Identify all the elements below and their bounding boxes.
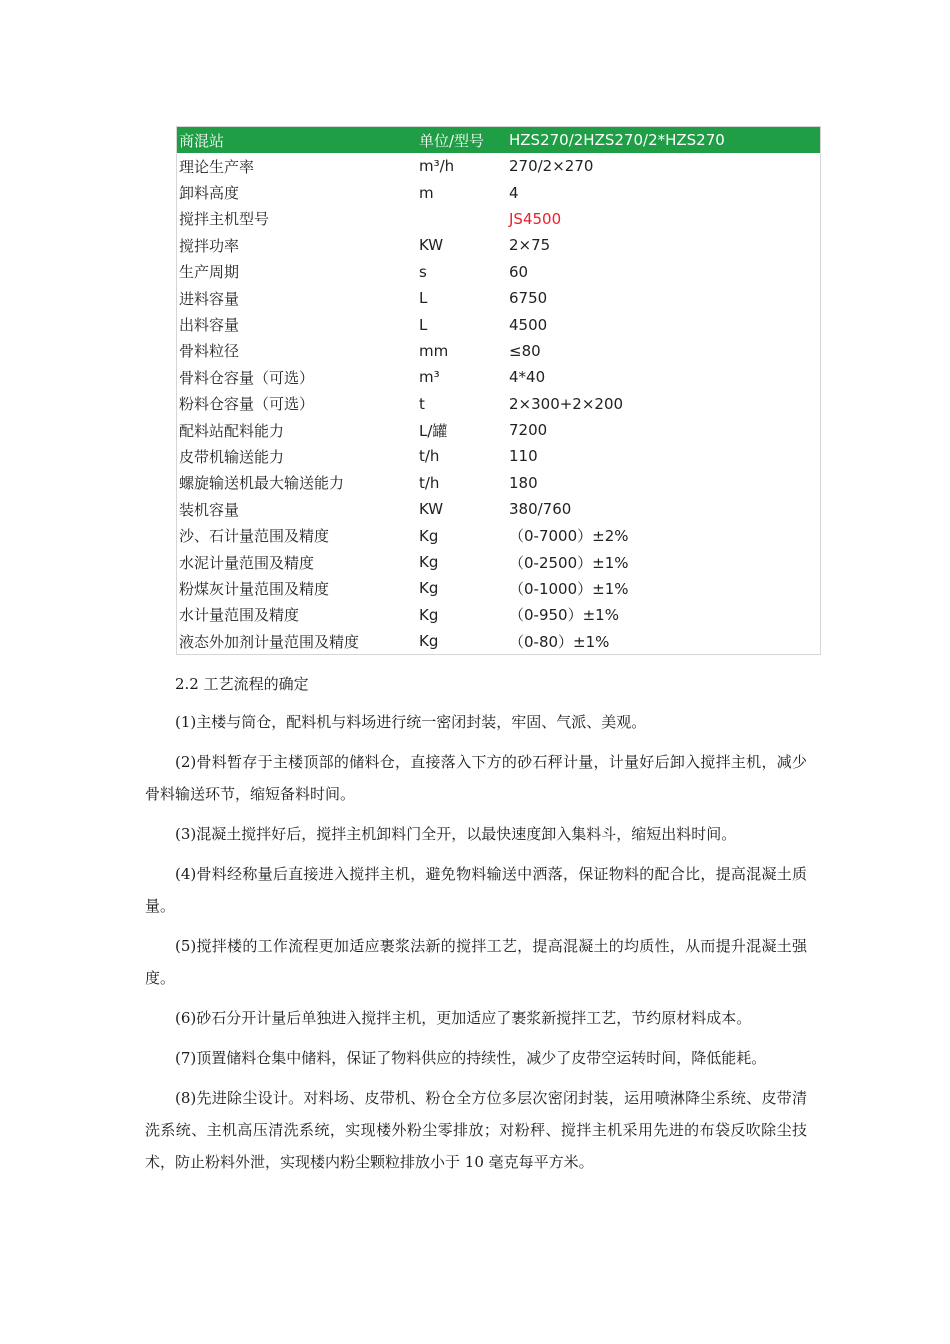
row-item: 配料站配料能力	[179, 421, 285, 440]
row-value: 4500	[509, 315, 548, 334]
process-section	[145, 668, 807, 1186]
row-item: 水泥计量范围及精度	[179, 553, 315, 572]
row-unit: L	[419, 315, 428, 334]
row-value: （0-950）±1%	[509, 606, 619, 625]
table-row	[177, 602, 821, 628]
row-unit: s	[419, 262, 427, 281]
paragraph: (1)主楼与筒仓，配料机与料场进行统一密闭封装，牢固、气派、美观。	[175, 713, 647, 731]
row-item: 装机容量	[179, 500, 240, 519]
row-value: （0-80）±1%	[509, 632, 610, 651]
row-item: 理论生产率	[179, 157, 255, 176]
row-item: 进料容量	[179, 289, 240, 308]
row-item: 出料容量	[179, 316, 240, 335]
table-row	[177, 179, 821, 205]
row-unit: Kg	[419, 632, 439, 651]
row-unit: t/h	[419, 447, 440, 466]
table-header-row	[177, 127, 821, 154]
row-item: 水计量范围及精度	[179, 606, 300, 625]
paragraph: (8)先进除尘设计。对料场、皮带机、粉仓全方位多层次密闭封装，运用喷淋降尘系统、皮带清洗系统、主机高压清洗系统，实现楼外粉尘零排放；对粉秤、搅拌主机采用先进的布袋反吹除尘技术，防止粉料外泄，实现楼内粉尘颗粒排放小于 10 毫克每平方米。	[145, 1089, 807, 1171]
paragraph: (4)骨料经称量后直接进入搅拌主机，避免物料输送中洒落，保证物料的配合比，提高混凝土质量。	[145, 865, 807, 915]
table-row	[177, 443, 821, 469]
row-item: 粉料仓容量（可选）	[179, 395, 315, 414]
row-unit: Kg	[419, 553, 439, 572]
row-value: ≤80	[509, 341, 541, 360]
table-row	[177, 496, 821, 522]
row-unit: t	[419, 394, 425, 413]
table-row	[177, 338, 821, 364]
row-item: 液态外加剂计量范围及精度	[179, 632, 360, 651]
row-item: 搅拌功率	[179, 236, 240, 255]
row-item: 沙、石计量范围及精度	[179, 527, 330, 546]
row-value-highlight: JS4500	[509, 209, 562, 228]
table-row	[177, 575, 821, 601]
row-value: 270/2×270	[509, 157, 594, 176]
table-row	[177, 311, 821, 337]
table-row	[177, 391, 821, 417]
row-value: 180	[509, 473, 538, 492]
row-value: 110	[509, 447, 538, 466]
header-value: HZS270/2HZS270/2*HZS270	[507, 127, 821, 154]
row-value: 6750	[509, 289, 548, 308]
header-item: 商混站	[177, 127, 420, 154]
table-row	[177, 285, 821, 311]
row-value: （0-1000）±1%	[509, 579, 629, 598]
row-value: 380/760	[509, 500, 572, 519]
row-value: 4	[509, 183, 519, 202]
row-unit: m	[419, 183, 434, 202]
row-value: 4*40	[509, 368, 546, 387]
paragraph: (2)骨料暂存于主楼顶部的储料仓，直接落入下方的砂石秤计量，计量好后卸入搅拌主机，减少骨料输送环节，缩短备料时间。	[145, 753, 807, 803]
table-row	[177, 259, 821, 285]
table-row	[177, 522, 821, 548]
row-unit: Kg	[419, 526, 439, 545]
row-unit: L/罐	[419, 421, 448, 440]
row-value: （0-2500）±1%	[509, 553, 629, 572]
spec-table	[176, 126, 821, 655]
table-row	[177, 417, 821, 443]
paragraph: (3)混凝土搅拌好后，搅拌主机卸料门全开，以最快速度卸入集料斗，缩短出料时间。	[175, 825, 737, 843]
paragraph: (6)砂石分开计量后单独进入搅拌主机，更加适应了裹浆新搅拌工艺，节约原材料成本。	[175, 1009, 752, 1027]
row-value: （0-7000）±2%	[509, 527, 629, 546]
row-unit: m³/h	[419, 157, 455, 176]
row-unit: L	[419, 289, 428, 308]
header-unit: 单位/型号	[419, 127, 507, 154]
row-unit: t/h	[419, 473, 440, 492]
paragraph: (5)搅拌楼的工作流程更加适应裹浆法新的搅拌工艺，提高混凝土的均质性，从而提升混凝土强度。	[145, 937, 807, 987]
section-heading: 2.2 工艺流程的确定	[175, 675, 309, 693]
table-row	[177, 206, 821, 232]
row-item: 骨料仓容量（可选）	[179, 368, 315, 387]
row-unit	[419, 206, 507, 232]
row-value: 7200	[509, 421, 548, 440]
table-row	[177, 232, 821, 258]
row-unit: KW	[419, 236, 444, 255]
row-item: 搅拌主机型号	[179, 210, 270, 229]
row-unit: KW	[419, 500, 444, 519]
row-item: 骨料粒径	[179, 342, 240, 361]
row-item: 粉煤灰计量范围及精度	[179, 579, 330, 598]
row-unit: Kg	[419, 579, 439, 598]
row-unit: m³	[419, 368, 440, 387]
row-value: 2×75	[509, 236, 551, 255]
table-row	[177, 470, 821, 496]
table-row	[177, 364, 821, 390]
row-item: 螺旋输送机最大输送能力	[179, 474, 345, 493]
table-row	[177, 549, 821, 575]
row-value: 2×300+2×200	[509, 394, 624, 413]
row-item: 生产周期	[179, 263, 240, 282]
row-item: 卸料高度	[179, 184, 240, 203]
row-unit: mm	[419, 341, 449, 360]
paragraph: (7)顶置储料仓集中储料，保证了物料供应的持续性，减少了皮带空运转时间，降低能耗。	[175, 1049, 767, 1067]
row-unit: Kg	[419, 605, 439, 624]
table-row	[177, 153, 821, 179]
row-value: 60	[509, 262, 529, 281]
table-row	[177, 628, 821, 655]
row-item: 皮带机输送能力	[179, 447, 285, 466]
